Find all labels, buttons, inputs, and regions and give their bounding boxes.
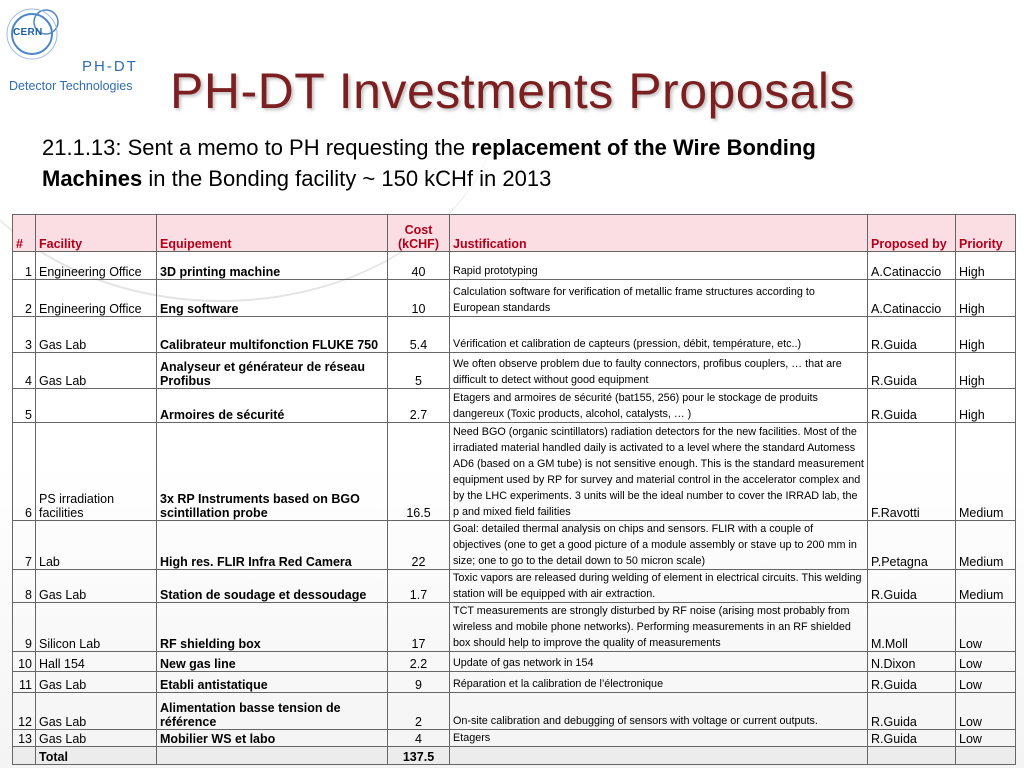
table-row [13, 317, 1016, 353]
table-row [13, 570, 1016, 603]
table-row [13, 603, 1016, 652]
table-total-row [13, 747, 1016, 765]
header-cost: Cost (kCHF) [388, 215, 450, 252]
cell-equipment: 3x RP Instruments based on BGO scintillation probe [157, 423, 388, 521]
cell-justification: We often observe problem due to faulty connectors, profibus couplers, … that are difficult to detect without good equipment [450, 353, 868, 389]
table-row [13, 521, 1016, 570]
table-row [13, 252, 1016, 280]
header-priority: Priority [956, 215, 1016, 252]
cell-equipment: New gas line [157, 652, 388, 672]
header-equipment: Equipement [157, 215, 388, 252]
cell-facility: Gas Lab [36, 570, 157, 603]
cell-equipment: Calibrateur multifonction FLUKE 750 [157, 317, 388, 353]
cell-priority: Low [956, 730, 1016, 747]
cell-proposed-by: R.Guida [868, 389, 956, 423]
cell-facility: Engineering Office [36, 280, 157, 317]
cell-priority: Low [956, 603, 1016, 652]
cell-cost: 2 [388, 693, 450, 730]
cell-proposed-by: R.Guida [868, 730, 956, 747]
cell-justification: Update of gas network in 154 [450, 652, 868, 672]
cell-num: 7 [13, 521, 36, 570]
total-label: Total [36, 747, 157, 765]
cell-equipment: RF shielding box [157, 603, 388, 652]
cell-num: 2 [13, 280, 36, 317]
cell-cost: 9 [388, 672, 450, 693]
cell-num: 3 [13, 317, 36, 353]
cell-cost: 5.4 [388, 317, 450, 353]
cell-equipment: Station de soudage et dessoudage [157, 570, 388, 603]
cell-facility: Silicon Lab [36, 603, 157, 652]
cell-cost: 2.2 [388, 652, 450, 672]
cell-num [13, 747, 36, 765]
cell-facility: Gas Lab [36, 317, 157, 353]
table-row [13, 693, 1016, 730]
cell-num: 1 [13, 252, 36, 280]
cell-justification: Goal: detailed thermal analysis on chips and sensors. FLIR with a couple of objectives (one to get a good picture of a module assembly or stave up to 200 mm in size; one to go to the detail down to 50 micron scale) [450, 521, 868, 570]
cell-proposed-by [868, 747, 956, 765]
cell-proposed-by: R.Guida [868, 693, 956, 730]
cell-priority: Low [956, 652, 1016, 672]
cell-justification: Calculation software for verification of metallic frame structures according to European standards [450, 280, 868, 317]
cell-equipment: Etabli antistatique [157, 672, 388, 693]
cell-priority: Medium [956, 423, 1016, 521]
cell-priority: High [956, 280, 1016, 317]
cell-justification: Etagers and armoires de sécurité (bat155, 256) pour le stockage de produits dangereux (Toxic products, alcohol, catalysts, … ) [450, 389, 868, 423]
cell-cost: 5 [388, 353, 450, 389]
cell-facility: Gas Lab [36, 353, 157, 389]
cell-cost: 10 [388, 280, 450, 317]
cell-num: 12 [13, 693, 36, 730]
cell-facility: Gas Lab [36, 672, 157, 693]
cell-equipment [157, 747, 388, 765]
cell-cost: 22 [388, 521, 450, 570]
table-row [13, 353, 1016, 389]
cell-equipment: Alimentation basse tension de référence [157, 693, 388, 730]
cell-priority: Medium [956, 570, 1016, 603]
cell-num: 10 [13, 652, 36, 672]
cell-cost: 40 [388, 252, 450, 280]
cell-proposed-by: A.Catinaccio [868, 280, 956, 317]
table-row [13, 652, 1016, 672]
header-proposed-by: Proposed by [868, 215, 956, 252]
table-row [13, 672, 1016, 693]
cell-cost: 1.7 [388, 570, 450, 603]
cell-equipment: Analyseur et générateur de réseau Profibus [157, 353, 388, 389]
cell-facility: Gas Lab [36, 693, 157, 730]
cern-logo-text: CERN [13, 27, 43, 38]
cell-proposed-by: M.Moll [868, 603, 956, 652]
logo-detector-technologies-text: Detector Technologies [9, 79, 133, 93]
cell-justification: Toxic vapors are released during welding of element in electrical circuits. This welding station will be equipped with air extraction. [450, 570, 868, 603]
table-row [13, 280, 1016, 317]
ph-dt-logo [0, 0, 152, 104]
cell-proposed-by: F.Ravotti [868, 423, 956, 521]
cell-cost: 2.7 [388, 389, 450, 423]
slide-title: PH-DT Investments Proposals [170, 63, 856, 119]
cell-proposed-by: A.Catinaccio [868, 252, 956, 280]
cell-num: 6 [13, 423, 36, 521]
cell-proposed-by: R.Guida [868, 317, 956, 353]
cell-priority: Low [956, 672, 1016, 693]
cell-num: 13 [13, 730, 36, 747]
table-header-row [13, 215, 1016, 252]
cell-equipment: Armoires de sécurité [157, 389, 388, 423]
header-num: # [13, 215, 36, 252]
cell-priority: Low [956, 693, 1016, 730]
cell-facility: PS irradiation facilities [36, 423, 157, 521]
cell-num: 11 [13, 672, 36, 693]
cell-justification: Réparation et la calibration de l’électronique [450, 672, 868, 693]
header-facility: Facility [36, 215, 157, 252]
table-row [13, 423, 1016, 521]
cell-facility: Gas Lab [36, 730, 157, 747]
cell-cost: 4 [388, 730, 450, 747]
cell-cost: 17 [388, 603, 450, 652]
cell-num: 8 [13, 570, 36, 603]
cell-num: 5 [13, 389, 36, 423]
cell-proposed-by: R.Guida [868, 570, 956, 603]
logo-ph-dt-text: PH-DT [82, 58, 138, 75]
cell-priority [956, 747, 1016, 765]
cell-justification: TCT measurements are strongly disturbed by RF noise (arising most probably from wireless and mobile phone networks). Performing measurements in an RF shielded box should help to improve the quality of measurements [450, 603, 868, 652]
cell-justification: Rapid prototyping [450, 252, 868, 280]
slide-subtitle [42, 132, 922, 194]
subtitle-bold: replacement of the Wire Bonding Machines [42, 135, 816, 191]
cell-justification: Need BGO (organic scintillators) radiation detectors for the new facilities. Most of the irradiated material handled daily is activated to a level where the standard Automess AD6 (based on a GM tube) is not sensitive enough. This is the standard measurement equipment used by RP for survey and material control in the accelerator complex and by the LHC experiments. 3 units will be the ideal number to cover the IRRAD lab, the p and mixed field failities [450, 423, 868, 521]
cell-num: 9 [13, 603, 36, 652]
subtitle-text-1: Sent a memo to PH requesting the [121, 135, 472, 160]
cell-facility: Engineering Office [36, 252, 157, 280]
cell-proposed-by: N.Dixon [868, 652, 956, 672]
cell-facility: Lab [36, 521, 157, 570]
cell-num: 4 [13, 353, 36, 389]
cell-cost: 16.5 [388, 423, 450, 521]
cell-justification [450, 747, 868, 765]
cell-proposed-by: R.Guida [868, 353, 956, 389]
cell-facility: Hall 154 [36, 652, 157, 672]
cell-proposed-by: P.Petagna [868, 521, 956, 570]
subtitle-date: 21.1.13: [42, 135, 122, 160]
table-row [13, 389, 1016, 423]
table-row [13, 730, 1016, 747]
cell-proposed-by: R.Guida [868, 672, 956, 693]
total-cost: 137.5 [388, 747, 450, 765]
subtitle-text-2: in the Bonding facility ~ 150 kCHf in 2013 [142, 166, 552, 191]
cell-justification: On-site calibration and debugging of sensors with voltage or current outputs. [450, 693, 868, 730]
cell-equipment: 3D printing machine [157, 252, 388, 280]
cell-justification: Vérification et calibration de capteurs (pression, débit, température, etc..) [450, 317, 868, 353]
cell-priority: High [956, 389, 1016, 423]
cell-priority: High [956, 353, 1016, 389]
cell-priority: Medium [956, 521, 1016, 570]
cell-justification: Etagers [450, 730, 868, 747]
cell-priority: High [956, 252, 1016, 280]
cell-equipment: Eng software [157, 280, 388, 317]
cell-equipment: High res. FLIR Infra Red Camera [157, 521, 388, 570]
investments-table [12, 214, 1016, 765]
cell-facility [36, 389, 157, 423]
cell-equipment: Mobilier WS et labo [157, 730, 388, 747]
header-justification: Justification [450, 215, 868, 252]
cell-priority: High [956, 317, 1016, 353]
